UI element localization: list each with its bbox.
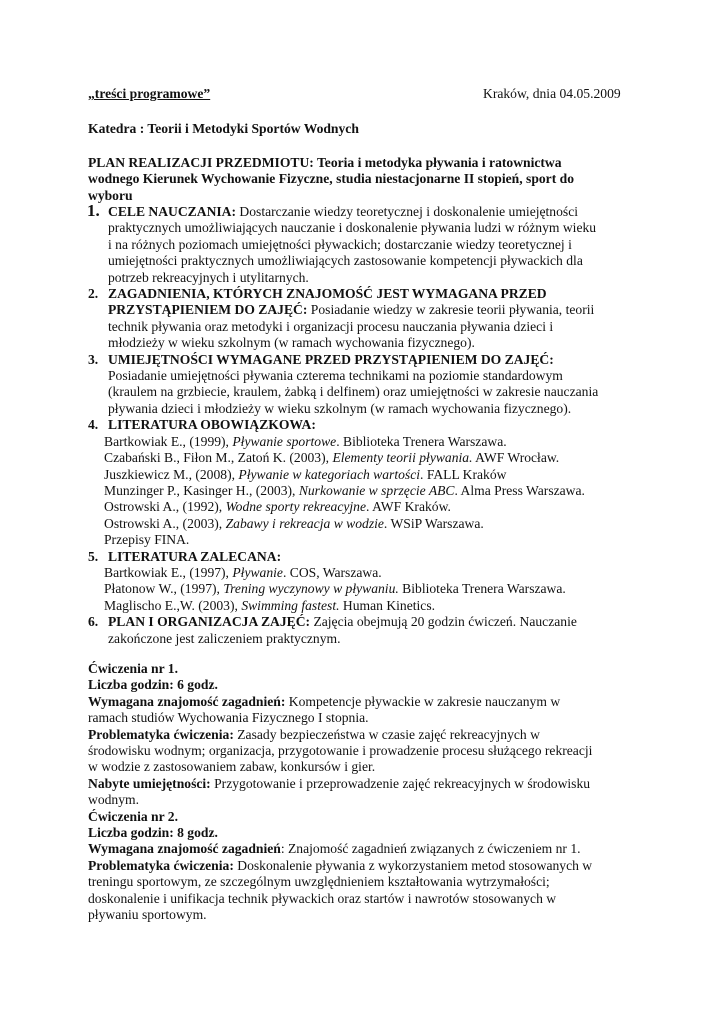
section-title: PRZYSTĄPIENIEM DO ZAJĘĆ: (108, 302, 308, 318)
exercise-hours: Liczba godzin: 6 godz. (88, 677, 218, 693)
literature-item (104, 581, 640, 597)
ref-publisher: Human Kinetics. (339, 597, 436, 613)
literature-item (104, 467, 640, 483)
section-text: Dostarczanie wiedzy teoretycznej i doskonalenie umiejętności (236, 204, 579, 219)
ref-title: Zabawy i rekreacja w wodzie (225, 515, 384, 531)
ref-title: Swimming fastest. (241, 597, 340, 613)
ref-title: Nurkowanie w sprzęcie ABC (298, 482, 455, 498)
place-date: Kraków, dnia 04.05.2009 (483, 86, 621, 101)
literature-item (104, 434, 640, 450)
section-title: CELE NAUCZANIA: (108, 204, 237, 219)
section-prerequisite-skills (88, 352, 640, 418)
skills-text: Przygotowanie i przeprowadzenie zajęć rekreacyjnych w środowisku (210, 775, 591, 791)
section-number: 1. (87, 201, 100, 220)
section-text: Posiadanie wiedzy w zakresie teorii pływania, teorii (307, 302, 595, 318)
section-text-line: potrzeb rekreacyjnych i utylitarnych. (108, 269, 309, 285)
section-text: Zajęcia obejmują 20 godzin ćwiczeń. Nauczanie (310, 614, 577, 630)
ref-publisher: . COS, Warszawa. (282, 564, 382, 580)
ref-publisher: . AWF Kraków. (366, 499, 451, 515)
requirements-text: : Znajomość zagadnień związanych z ćwiczeniem nr 1. (280, 841, 581, 857)
section-title: UMIEJĘTNOŚCI WYMAGANE PRZED PRZYSTĄPIENIEM DO ZAJĘĆ: (108, 351, 554, 367)
problems-text: Zasady bezpieczeństwa w czasie zajęć rekreacyjnych w (233, 726, 540, 742)
requirements-text: Kompetencje pływackie w zakresie nauczanym w (285, 693, 561, 709)
section-recommended-literature (88, 549, 640, 565)
ref-title: Pływanie sportowe (232, 433, 337, 449)
problems-text-line: doskonalenie i unifikacja technik pływackich oraz startów i nawrotów stosowanych w (88, 890, 557, 906)
section-text-line: umiejętności praktycznych umożliwiających zastosowanie kompetencji pływackich dla (108, 253, 583, 269)
program-content-label: „treści programowe” (88, 86, 211, 101)
section-number: 3. (88, 351, 99, 367)
skills-text-line: wodnym. (88, 792, 139, 808)
ref-title: Pływanie w kategoriach wartości (238, 466, 421, 482)
ref-publisher: . WSiP Warszawa. (383, 515, 484, 531)
literature-item (104, 516, 640, 532)
section-title: PLAN I ORGANIZACJA ZAJĘĆ: (108, 614, 311, 630)
ref-authors: Płatonow W., (1997), (104, 581, 224, 597)
section-title: ZAGADNIENIA, KTÓRYCH ZNAJOMOŚĆ JEST WYMAGANA PRZED (108, 286, 547, 302)
ref-publisher: . Biblioteka Trenera Warszawa. (336, 433, 507, 449)
ref-authors: Ostrowski A., (2003), (104, 515, 226, 531)
ref-authors: Bartkowiak E., (1997), (104, 564, 233, 580)
ref-publisher: Biblioteka Trenera Warszawa. (398, 581, 566, 597)
exercise-requirements (88, 694, 640, 727)
section-text-line: technik pływania oraz metodyki i organizacji procesu nauczania pływania dzieci i (108, 318, 554, 334)
ref-publisher: . FALL Kraków (420, 466, 507, 482)
ref-authors: Maglischo E.,W. (2003), (104, 597, 242, 613)
section-title: LITERATURA ZALECANA: (108, 548, 282, 564)
recommended-literature-list (88, 565, 640, 614)
required-literature-list (88, 434, 640, 549)
problems-label: Problematyka ćwiczenia: (88, 857, 234, 873)
section-first-line (108, 614, 640, 630)
exercise-title: Ćwiczenia nr 1. (88, 661, 178, 676)
requirements-text-line: ramach studiów Wychowania Fizycznego I stopnia. (88, 710, 369, 726)
literature-item (104, 532, 640, 548)
ref-authors: Munzinger P., Kasinger H., (2003), (104, 482, 299, 498)
ref-authors: Przepisy FINA. (104, 532, 190, 548)
problems-text-line: pływaniu sportowym. (88, 907, 207, 923)
section-number: 5. (88, 548, 99, 564)
exercise-problems (88, 727, 640, 776)
requirements-label: Wymagana znajomość zagadnień: (88, 693, 286, 709)
exercise-title: Ćwiczenia nr 2. (88, 808, 178, 824)
ref-authors: Ostrowski A., (1992), (104, 499, 226, 515)
section-text-line: (kraulem na grzbiecie, kraulem, żabką i delfinem) oraz umiejętności w zakresie nauczania (108, 384, 599, 400)
section-goals (87, 201, 640, 286)
ref-title: Pływanie (232, 564, 283, 580)
section-prerequisite-knowledge (88, 286, 640, 352)
exercise-problems (88, 858, 640, 924)
literature-item (104, 499, 640, 515)
problems-text-line: w wodzie z zastosowaniem zabaw, konkursów i gier. (88, 759, 376, 775)
sections-list (87, 201, 640, 647)
plan-title-line: PLAN REALIZACJI PRZEDMIOTU: Teoria i metodyka pływania i ratownictwa (88, 155, 562, 170)
exercise-hours: Liczba godzin: 8 godz. (88, 825, 218, 841)
ref-title: Elementy teorii pływania. (332, 450, 473, 466)
skills-label: Nabyte umiejętności: (88, 775, 211, 791)
problems-text-line: treningu sportowym, ze szczególnym uwzględnieniem kształtowania wytrzymałości; (88, 874, 550, 890)
section-first-line (108, 302, 640, 318)
problems-label: Problematyka ćwiczenia: (88, 726, 234, 742)
plan-title-line: wodnego Kierunek Wychowanie Fizyczne, studia niestacjonarne II stopień, sport do (88, 171, 574, 187)
exercise-skills (88, 776, 640, 809)
section-title: LITERATURA OBOWIĄZKOWA: (108, 417, 316, 433)
section-text-line: młodzieży w wieku szkolnym (w ramach wychowania fizycznego). (108, 335, 475, 351)
section-text-line: Posiadanie umiejętności pływania czterema technikami na poziomie standardowym (108, 368, 563, 384)
exercise-requirements (88, 841, 640, 857)
literature-item (104, 565, 640, 581)
section-number: 2. (88, 286, 99, 302)
section-text-line: i na różnych poziomach umiejętności pływackich; dostarczanie wiedzy teoretycznej i (108, 236, 572, 252)
section-text-line: pływania dzieci i młodzieży w wieku szkolnym (w ramach wychowania fizycznego). (108, 400, 572, 416)
ref-authors: Czabański B., Fiłon M., Zatoń K. (2003), (104, 450, 333, 466)
ref-title: Wodne sporty rekreacyjne (225, 499, 367, 515)
ref-title: Trening wyczynowy w pływaniu. (223, 581, 399, 597)
department-name: Katedra : Teorii i Metodyki Sportów Wodnych (88, 121, 359, 136)
ref-authors: Bartkowiak E., (1999), (104, 433, 233, 449)
section-organization (88, 614, 640, 647)
literature-item (104, 483, 640, 499)
section-required-literature (88, 417, 640, 433)
section-number: 6. (88, 614, 99, 630)
problems-text-line: środowisku wodnym; organizacja, przygotowanie i prowadzenie procesu służącego rekreacji (88, 743, 593, 759)
section-text-line: zakończone jest zaliczeniem praktycznym. (108, 630, 341, 646)
plan-title (88, 155, 640, 204)
ref-publisher: AWF Wrocław. (472, 450, 560, 466)
problems-text: Doskonalenie pływania z wykorzystaniem metod stosowanych w (233, 857, 593, 873)
ref-publisher: . Alma Press Warszawa. (454, 482, 585, 498)
literature-item (104, 450, 640, 466)
section-text-line: praktycznych umożliwiających nauczanie i doskonalenie pływania ludzi w różnym wieku (108, 220, 597, 236)
section-number: 4. (88, 417, 99, 433)
literature-item (104, 598, 640, 614)
ref-authors: Juszkiewicz M., (2008), (104, 466, 239, 482)
section-first-line (108, 204, 640, 220)
requirements-label: Wymagana znajomość zagadnień (88, 841, 281, 857)
exercises (88, 661, 640, 924)
plan-title-line: wyboru (88, 187, 133, 203)
